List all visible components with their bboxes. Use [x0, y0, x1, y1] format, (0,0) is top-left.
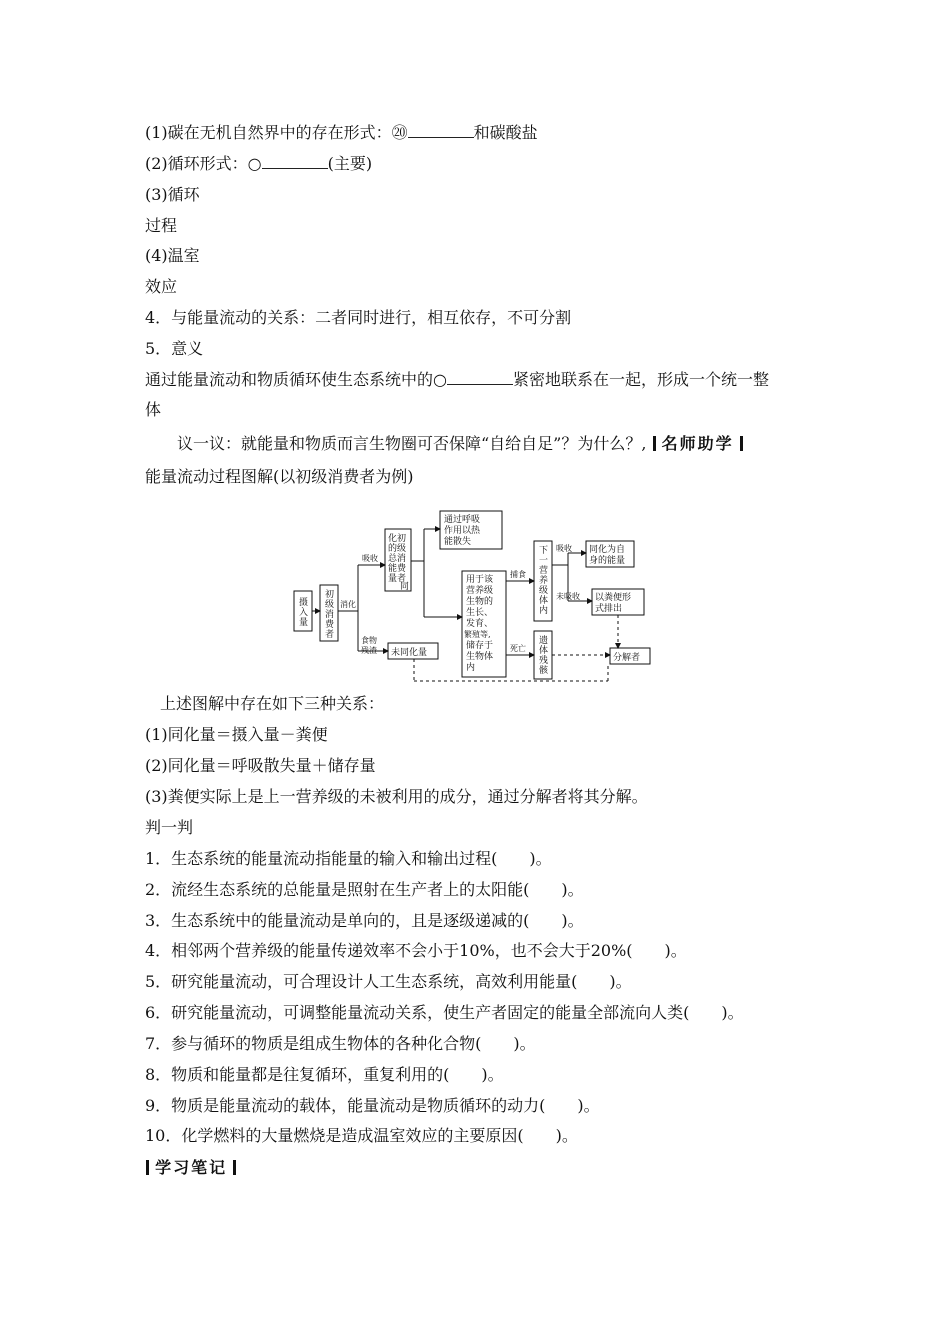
heading-bar [233, 1160, 236, 1175]
judge-item: 7．参与循环的物质是组成生物体的各种化合物( )。 [145, 1034, 536, 1053]
label-feces-1: 以粪便形 [595, 593, 632, 603]
label-primary [325, 588, 335, 640]
svg-text:者: 者 [325, 630, 335, 640]
discuss-text: 议一议：就能量和物质而言生物圈可否保障“自给自足”？为什么？, [177, 434, 647, 453]
svg-text:化初: 化初 [388, 534, 407, 544]
label-growth-6: 繁殖等, [464, 630, 491, 639]
svg-text:初: 初 [325, 590, 335, 600]
label-assim [388, 532, 409, 592]
label-death: 死亡 [510, 644, 526, 653]
svg-text:体: 体 [539, 596, 549, 606]
svg-text:费: 费 [325, 620, 335, 630]
svg-text:内: 内 [539, 606, 549, 616]
svg-text:量者: 量者 [388, 574, 407, 584]
label-prey: 捕食 [510, 570, 526, 579]
svg-text:级: 级 [539, 586, 549, 596]
summary-r2: (2)同化量＝呼吸散失量＋储存量 [145, 756, 376, 775]
label-resp-3: 能散失 [444, 537, 472, 547]
svg-text:能费: 能费 [388, 564, 407, 574]
diagram-title: 能量流动过程图解(以初级消费者为例) [145, 467, 414, 486]
cycle-form-label: (2)循环形式：○ [145, 154, 262, 173]
judge-item: 8．物质和能量都是往复循环，重复利用的( )。 [145, 1065, 504, 1084]
label-growth-4: 生长、 [466, 608, 494, 618]
cycle-form-line [145, 154, 372, 174]
summary-r1: (1)同化量＝摄入量－粪便 [145, 725, 328, 744]
svg-text:残: 残 [539, 656, 549, 666]
judge-item: 6．研究能量流动，可调整能量流动关系，使生产者固定的能量全部流向人类( )。 [145, 1003, 744, 1022]
label-next [539, 545, 548, 616]
notes-heading-line [145, 1158, 237, 1178]
cycle-process-a: (3)循环 [145, 185, 200, 204]
greenhouse-b: 效应 [145, 277, 178, 296]
heading-bar [653, 436, 656, 451]
label-absorb: 吸收 [362, 554, 378, 563]
meaning-text-a: 通过能量流动和物质循环使生态系统中的○ [145, 370, 447, 389]
judge-item: 10．化学燃料的大量燃烧是造成温室效应的主要原因( )。 [145, 1126, 578, 1145]
label-resp-1: 通过呼吸 [444, 515, 481, 525]
summary-intro: 上述图解中存在如下三种关系： [160, 694, 385, 713]
meaning-text-b: 紧密地联系在一起，形成一个统一整 [512, 370, 769, 389]
notes-heading: 学习笔记 [155, 1158, 228, 1177]
svg-text:的级: 的级 [388, 544, 407, 554]
judge-item: 4．相邻两个营养级的能量传递效率不会小于10%，也不会大于20%( )。 [145, 941, 687, 960]
label-resp-2: 作用以热 [444, 526, 481, 536]
label-absorb2: 吸收 [556, 544, 572, 553]
svg-text:体: 体 [539, 646, 549, 656]
carbon-form-tail: 和碳酸盐 [473, 123, 538, 142]
label-self-1: 同化为自 [589, 545, 626, 555]
greenhouse-a: (4)温室 [145, 246, 200, 265]
label-growth-5: 发育、 [466, 619, 494, 629]
label-remains [539, 634, 549, 676]
discuss-line [177, 434, 744, 454]
label-growth-7: 储存于 [466, 641, 494, 651]
label-unassim: 未同化量 [391, 648, 428, 658]
judge-item: 5．研究能量流动，可合理设计人工生态系统，高效利用能量( )。 [145, 972, 632, 991]
answer-blank[interactable] [408, 123, 474, 138]
energy-flow-diagram [290, 505, 670, 685]
judge-item: 3．生态系统中的能量流动是单向的，且是逐级递减的( )。 [145, 911, 584, 930]
svg-text:下: 下 [539, 546, 549, 556]
svg-text:总消: 总消 [388, 554, 407, 564]
label-residue-1: 食物 [361, 636, 377, 645]
carbon-form-line [145, 123, 538, 143]
label-growth-2: 营养级 [466, 586, 494, 596]
judge-item: 2．流经生态系统的总能量是照射在生产者上的太阳能( )。 [145, 880, 584, 899]
svg-text:一: 一 [539, 556, 549, 566]
cycle-process-b: 过程 [145, 216, 178, 235]
cycle-form-tail: (主要) [327, 154, 373, 173]
label-digest: 消化 [340, 600, 356, 609]
label-growth-9: 内 [466, 663, 476, 673]
meaning-line [145, 370, 769, 390]
label-decomp: 分解者 [613, 653, 641, 663]
label-intake: 摄入量 [299, 598, 309, 628]
label-residue-2: 残渣 [361, 646, 377, 655]
svg-text:营: 营 [539, 566, 549, 576]
svg-text:遗: 遗 [539, 636, 549, 646]
svg-text:养: 养 [539, 576, 549, 586]
answer-blank[interactable] [447, 370, 513, 385]
heading-bar [740, 436, 743, 451]
label-noabsorb: 未吸收 [556, 592, 580, 601]
label-feces-2: 式排出 [595, 604, 623, 614]
label-growth-8: 生物体 [466, 652, 494, 662]
meaning-text-c: 体 [145, 400, 162, 419]
teacher-heading: 名师助学 [661, 434, 734, 453]
answer-blank[interactable] [262, 154, 328, 169]
judge-item: 9．物质是能量流动的载体，能量流动是物质循环的动力( )。 [145, 1096, 600, 1115]
svg-text:同: 同 [400, 582, 410, 592]
heading-bar [146, 1160, 149, 1175]
svg-text:级: 级 [325, 600, 335, 610]
judge-item: 1．生态系统的能量流动指能量的输入和输出过程( )。 [145, 849, 552, 868]
judge-title: 判一判 [145, 818, 194, 837]
label-self-2: 身的能量 [589, 556, 626, 566]
label-growth-1: 用于该 [466, 575, 494, 585]
relation-line: 4．与能量流动的关系：二者同时进行，相互依存，不可分割 [145, 308, 572, 327]
label-growth-3: 生物的 [466, 597, 494, 607]
summary-r3: (3)粪便实际上是上一营养级的未被利用的成分，通过分解者将其分解。 [145, 787, 648, 806]
svg-text:消: 消 [325, 610, 335, 620]
carbon-form-label: (1)碳在无机自然界中的存在形式：⑳ [145, 123, 408, 142]
svg-text:骸: 骸 [539, 666, 549, 676]
meaning-title: 5．意义 [145, 339, 204, 358]
